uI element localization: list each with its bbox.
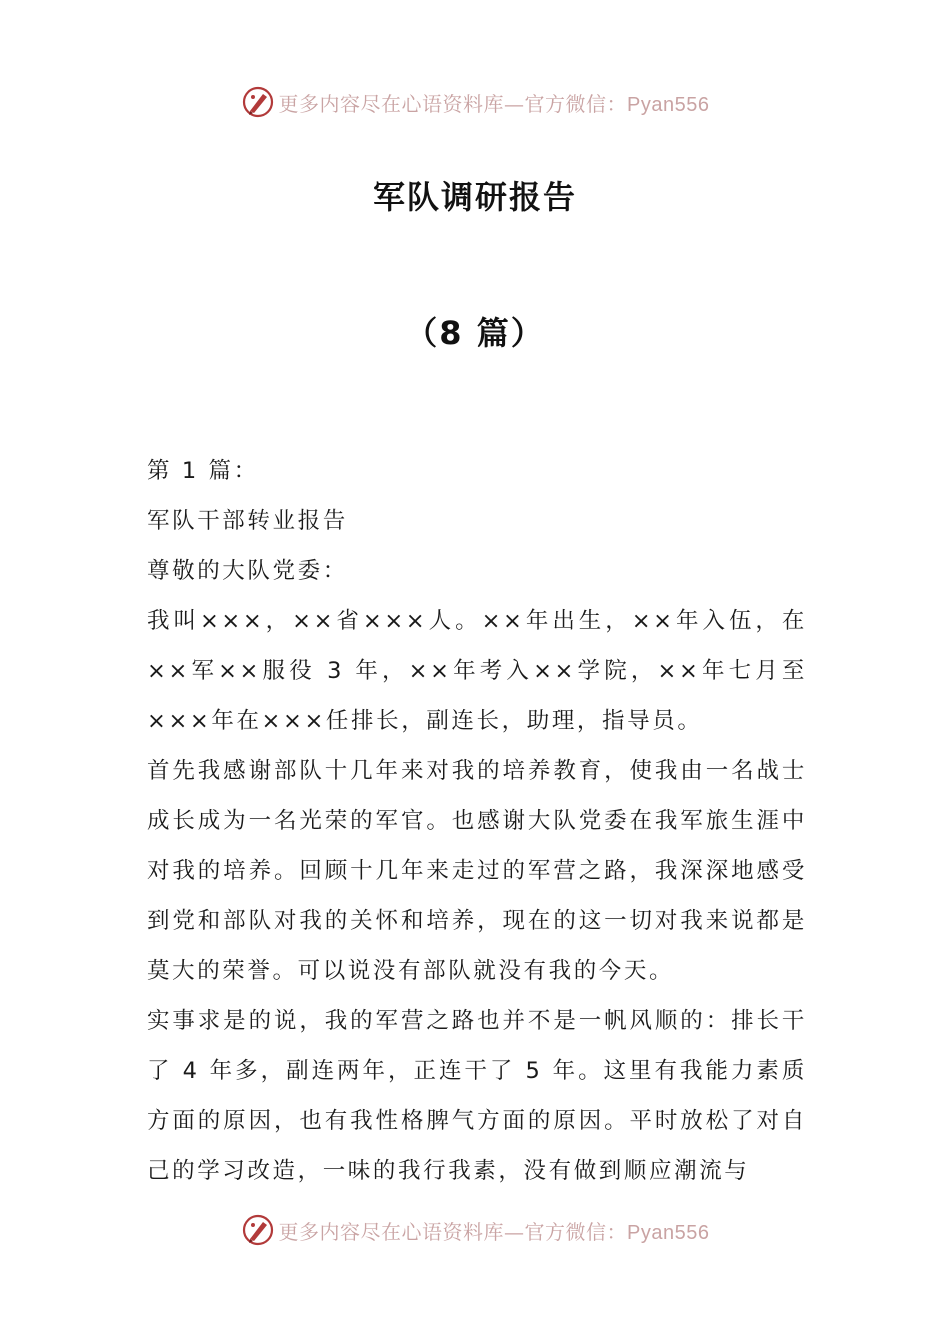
document-title: 军队调研报告 [372,178,577,216]
pen-logo-icon [241,1213,275,1247]
document-body [147,446,807,1196]
paragraph: 第 1 篇： [147,458,259,484]
document-subtitle: （8 篇） [405,314,545,352]
paragraph: 我叫×××，××省×××人。××年出生，××年入伍，在××军××服役 3 年，××年考入××学院，××年七月至×××年在×××任排长，副连长，助理，指导员。 [147,608,807,734]
paragraph: 尊敬的大队党委： [147,558,348,584]
pen-logo-icon [241,85,275,119]
paragraph: 首先我感谢部队十几年来对我的培养教育，使我由一名战士成长成为一名光荣的军官。也感谢大队党委在我军旅生涯中对我的培养。回顾十几年来走过的军营之路，我深深地感受到党和部队对我的关怀和培养，现在的这一切对我来说都是莫大的荣誉。可以说没有部队就没有我的今天。 [147,758,807,984]
watermark-text: 更多内容尽在心语资料库—官方微信：Pyan556 [278,1219,710,1244]
watermark-header [0,82,950,122]
paragraph: 军队干部转业报告 [147,508,348,534]
watermark-footer [0,1210,950,1250]
paragraph: 实事求是的说，我的军营之路也并不是一帆风顺的：排长干了 4 年多，副连两年，正连干了 5 年。这里有我能力素质方面的原因，也有我性格脾气方面的原因。平时放松了对自己的学习改造，一味的我行我素，没有做到顺应潮流与 [147,1008,807,1184]
watermark-text: 更多内容尽在心语资料库—官方微信：Pyan556 [278,91,710,116]
